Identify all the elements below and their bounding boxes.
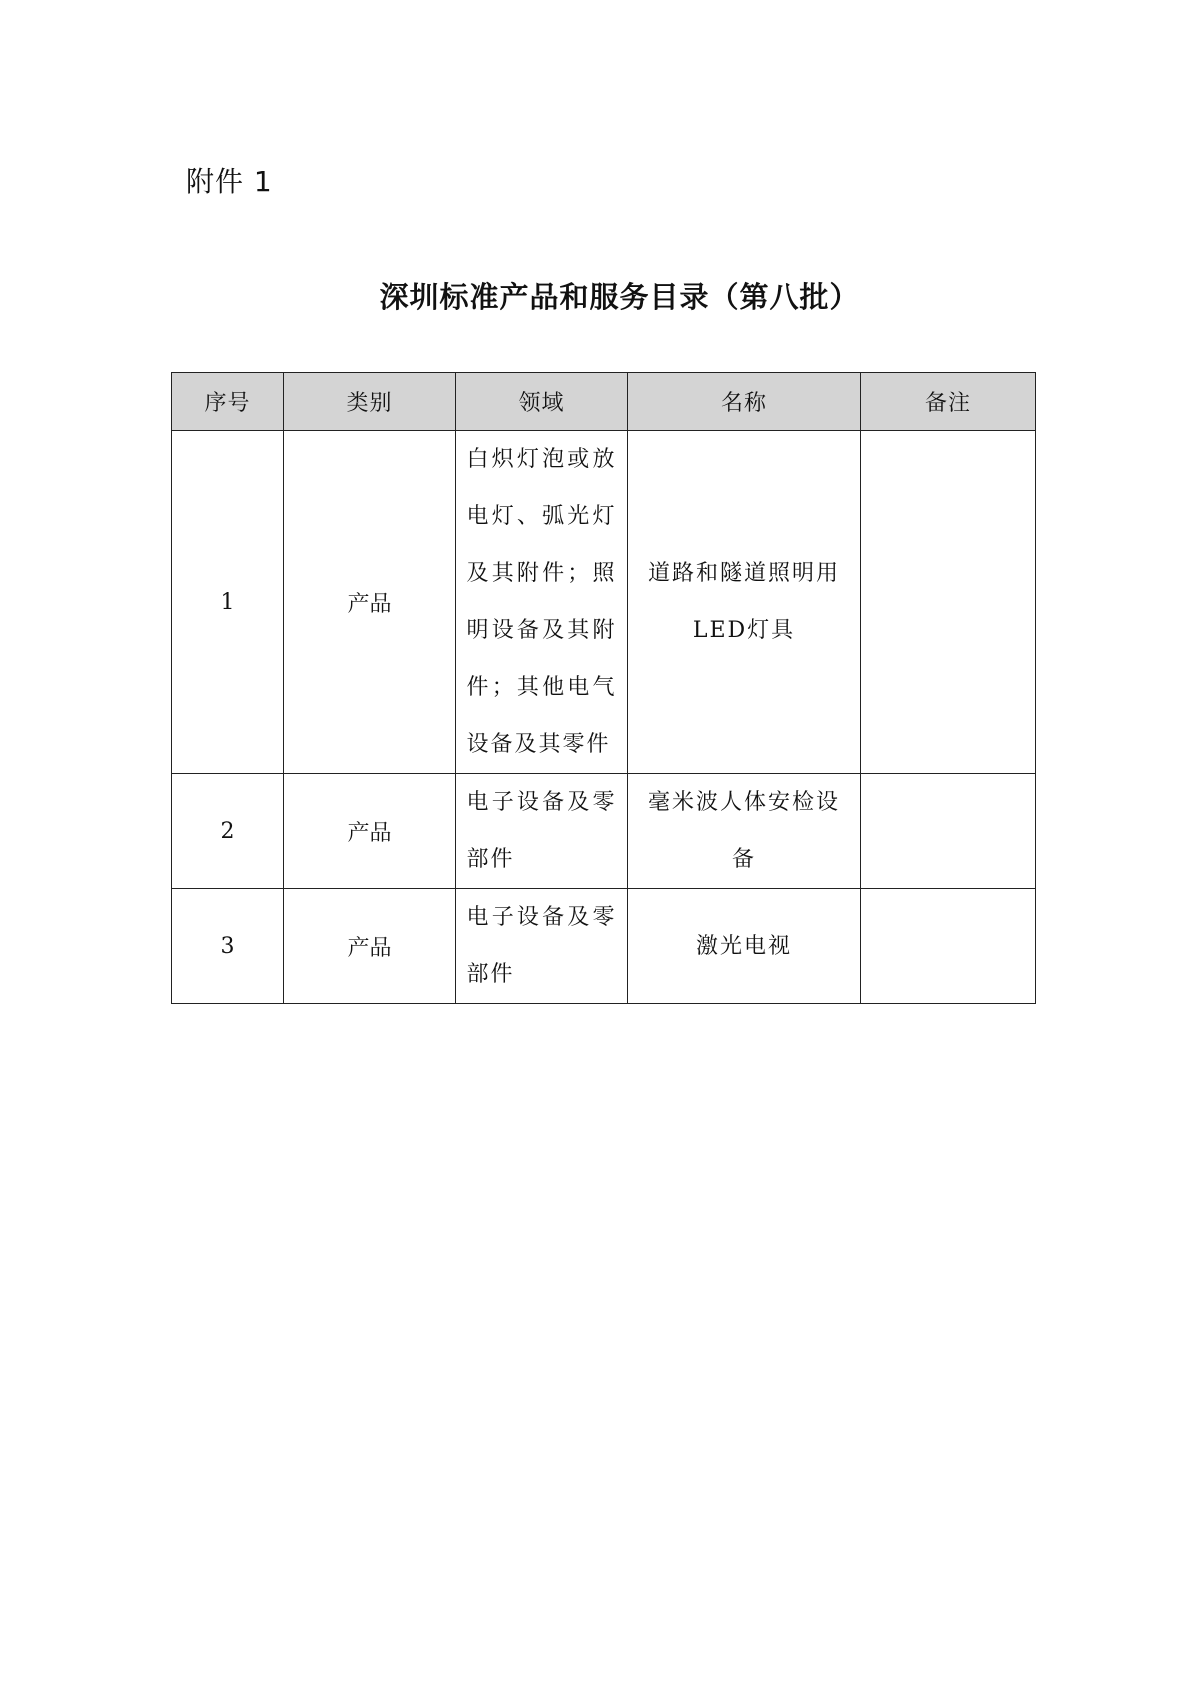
cell-serial-no: 1 bbox=[172, 431, 284, 774]
cell-name: 道路和隧道照明用LED灯具 bbox=[647, 561, 840, 643]
catalog-table bbox=[171, 372, 1036, 1004]
table-row bbox=[172, 774, 1036, 889]
table-row bbox=[172, 431, 1036, 774]
cell-name: 毫米波人体安检设备 bbox=[647, 790, 840, 872]
cell-domain: 白炽灯泡或放电灯、弧光灯及其附件；照明设备及其附件；其他电气设备及其零件 bbox=[466, 447, 617, 757]
cell-category: 产品 bbox=[284, 889, 456, 1004]
page-title: 深圳标准产品和服务目录（第八批） bbox=[379, 280, 860, 314]
table-header-row bbox=[172, 373, 1036, 431]
header-category: 类别 bbox=[284, 373, 456, 431]
cell-remark bbox=[861, 774, 1036, 889]
header-domain: 领域 bbox=[456, 373, 628, 431]
cell-domain: 电子设备及零部件 bbox=[466, 790, 617, 872]
cell-serial-no: 2 bbox=[172, 774, 284, 889]
cell-serial-no: 3 bbox=[172, 889, 284, 1004]
cell-category: 产品 bbox=[284, 431, 456, 774]
cell-remark bbox=[861, 431, 1036, 774]
cell-name: 激光电视 bbox=[695, 933, 792, 959]
table-row bbox=[172, 889, 1036, 1004]
attachment-label: 附件 1 bbox=[186, 165, 273, 198]
cell-category: 产品 bbox=[284, 774, 456, 889]
header-serial-no: 序号 bbox=[172, 373, 284, 431]
header-remark: 备注 bbox=[861, 373, 1036, 431]
cell-domain: 电子设备及零部件 bbox=[466, 905, 617, 987]
cell-remark bbox=[861, 889, 1036, 1004]
header-name: 名称 bbox=[628, 373, 861, 431]
